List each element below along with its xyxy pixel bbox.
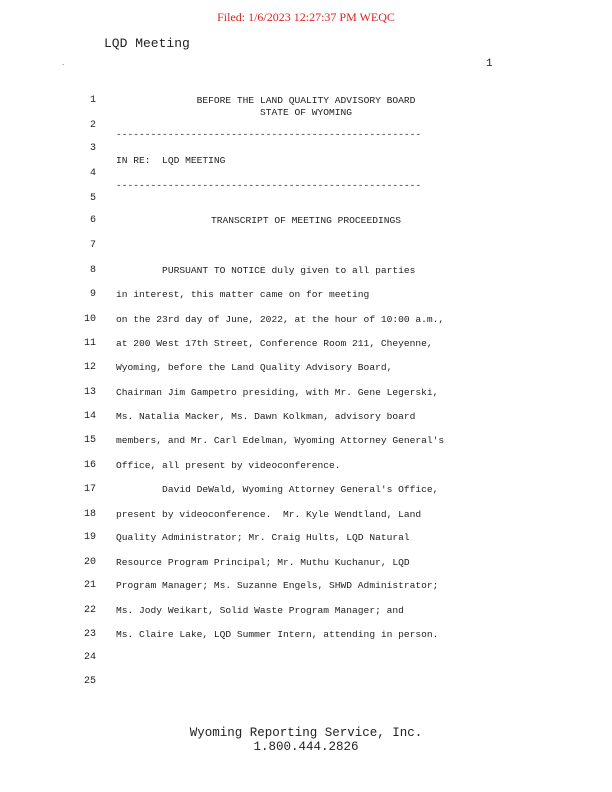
line-text: Wyoming, before the Land Quality Advisory Board, <box>116 362 393 373</box>
line-text: Quality Administrator; Mr. Craig Hults, LQD Natural <box>116 532 410 543</box>
page-number: 1 <box>486 58 493 70</box>
line-text: in interest, this matter came on for meeting <box>116 289 370 300</box>
line-number: 2 <box>89 120 96 131</box>
line-number: 20 <box>83 557 96 568</box>
line-text: on the 23rd day of June, 2022, at the hour of 10:00 a.m., <box>116 314 445 325</box>
line-number: 4 <box>89 168 96 179</box>
line-number: 6 <box>89 215 96 226</box>
line-number: 8 <box>89 265 96 276</box>
line-number: 9 <box>89 289 96 300</box>
line-number: 12 <box>83 362 96 373</box>
line-text: Office, all present by videoconference. <box>116 460 341 471</box>
line-number: 15 <box>83 435 96 446</box>
footer-company: Wyoming Reporting Service, Inc. <box>189 726 423 740</box>
line-text: PURSUANT TO NOTICE duly given to all parties <box>116 265 416 276</box>
line-text: Program Manager; Ms. Suzanne Engels, SHWD Administrator; <box>116 580 439 591</box>
line-number: 14 <box>83 411 96 422</box>
line-number: 11 <box>83 338 96 349</box>
line-number: 19 <box>83 532 96 543</box>
line-number: 1 <box>89 95 96 106</box>
footer-phone: 1.800.444.2826 <box>253 740 359 754</box>
line-number: 16 <box>83 460 96 471</box>
line-text: Ms. Natalia Macker, Ms. Dawn Kolkman, advisory board <box>116 411 416 422</box>
filed-stamp: Filed: 1/6/2023 12:27:37 PM WEQC <box>217 10 395 24</box>
line-number: 21 <box>83 580 96 591</box>
line-number: 7 <box>89 240 96 251</box>
line-text: David DeWald, Wyoming Attorney General's Office, <box>116 484 439 495</box>
line-number: 3 <box>89 143 96 154</box>
line-text: ----------------------------------------------------- <box>116 129 422 140</box>
line-number: 5 <box>89 193 96 204</box>
footer <box>0 726 612 754</box>
line-number: 23 <box>83 629 96 640</box>
header-mark: . <box>62 58 65 67</box>
line-text: at 200 West 17th Street, Conference Room 211, Cheyenne, <box>116 338 433 349</box>
header-title: LQD Meeting <box>104 36 190 51</box>
line-text: Resource Program Principal; Mr. Muthu Kuchanur, LQD <box>116 557 410 568</box>
line-number: 25 <box>83 676 96 687</box>
line-number: 18 <box>83 509 96 520</box>
line-text: Ms. Claire Lake, LQD Summer Intern, attending in person. <box>116 629 439 640</box>
line-text: present by videoconference. Mr. Kyle Wendtland, Land <box>116 509 422 520</box>
line-number: 13 <box>83 387 96 398</box>
line-text: STATE OF WYOMING <box>259 107 353 118</box>
line-number: 10 <box>83 314 96 325</box>
line-text: ----------------------------------------------------- <box>116 180 422 191</box>
line-text: TRANSCRIPT OF MEETING PROCEEDINGS <box>211 215 401 226</box>
line-text: members, and Mr. Carl Edelman, Wyoming Attorney General's <box>116 435 445 446</box>
line-text: Chairman Jim Gampetro presiding, with Mr. Gene Legerski, <box>116 387 439 398</box>
line-number: 24 <box>83 652 96 663</box>
line-text: IN RE: LQD MEETING <box>116 155 226 166</box>
line-text: Ms. Jody Weikart, Solid Waste Program Manager; and <box>116 605 404 616</box>
line-number: 17 <box>83 484 96 495</box>
line-text: BEFORE THE LAND QUALITY ADVISORY BOARD <box>196 95 416 106</box>
line-number: 22 <box>83 605 96 616</box>
